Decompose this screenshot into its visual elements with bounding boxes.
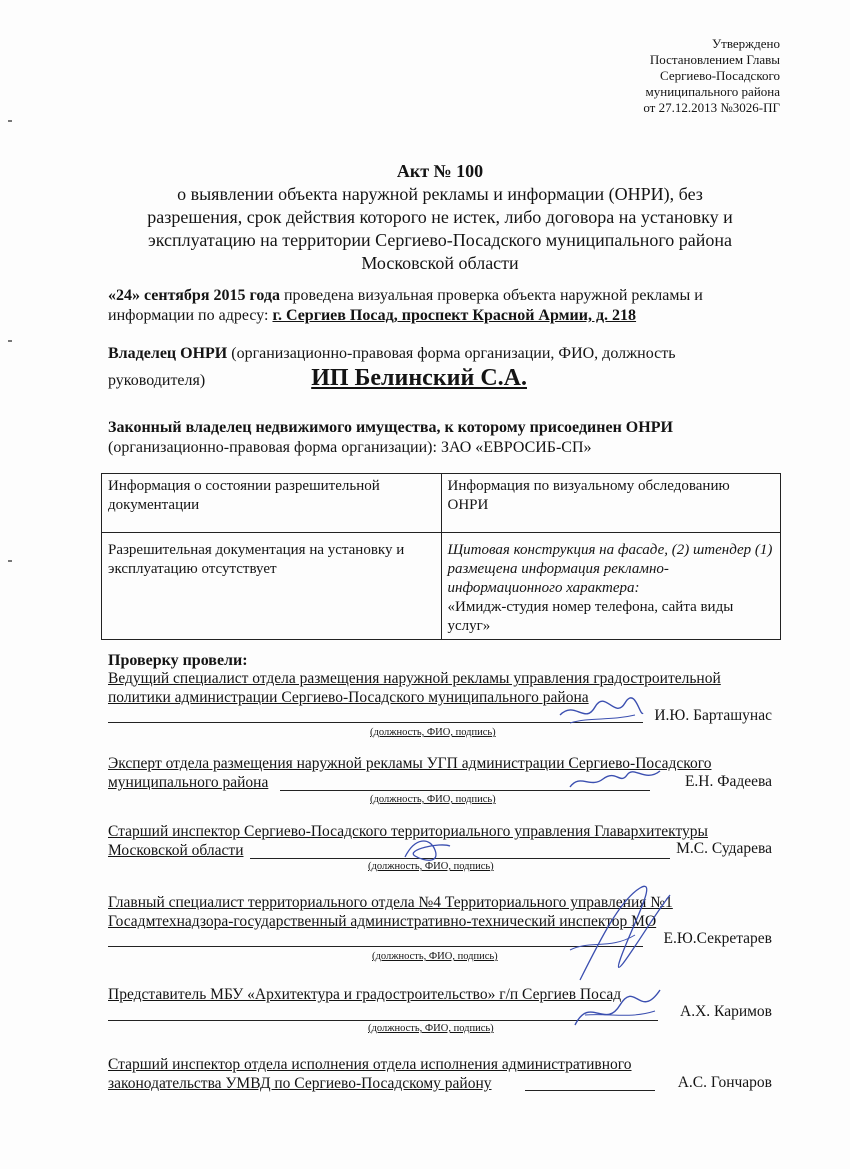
inspection-info-text: «Имидж-студия номер телефона, сайта виды услуг»	[447, 599, 734, 634]
owner-desc: руководителя)	[108, 372, 206, 389]
approval-line: муниципального района	[645, 84, 780, 99]
inspector-title-line: Московской области	[108, 842, 244, 859]
property-owner-paragraph	[108, 418, 788, 458]
signature-scribble	[555, 695, 645, 730]
inspector-title-line: Представитель МБУ «Архитектура и градостроительство» г/п Сергиев Посад	[108, 986, 622, 1003]
inspector-name: И.Ю. Барташунас	[654, 707, 772, 724]
inspector-title-line: Старший инспектор отдела исполнения отдела исполнения административного	[108, 1056, 632, 1073]
inspector-title-line: Эксперт отдела размещения наружной рекламы УГП администрации Сергиево-Посадского	[108, 755, 712, 772]
inspector-name: Е.Н. Фадеева	[684, 773, 772, 790]
approval-stamp-text	[643, 36, 780, 116]
inspector-name: М.С. Сударева	[676, 840, 772, 857]
table-cell-permits: Разрешительная документация на установку и эксплуатацию отсутствует	[102, 533, 442, 640]
inspector-title-line: Главный специалист территориального отдела №4 Территориального управления №1	[108, 894, 673, 911]
property-owner-desc: (организационно-правовая форма организации): ЗАО «ЕВРОСИБ-СП»	[108, 439, 592, 456]
scan-mark	[8, 120, 12, 122]
inspector-title-line: Старший инспектор Сергиево-Посадского территориального управления Главархитектуры	[108, 823, 708, 840]
signature-line	[250, 858, 670, 859]
inspector-title-line: политики администрации Сергиево-Посадского муниципального района	[108, 689, 589, 706]
signature-scribble	[565, 765, 665, 795]
signature-scribble	[395, 832, 455, 866]
owner-label: Владелец ОНРИ	[108, 345, 228, 362]
inspector-title-line: законодательства УМВД по Сергиево-Посадскому району	[108, 1075, 492, 1092]
act-number: Акт № 100	[396, 161, 484, 181]
owner-name: ИП Белинский С.А.	[311, 365, 527, 391]
signature-caption: (должность, ФИО, подпись)	[368, 1023, 494, 1034]
inspection-paragraph	[108, 286, 788, 326]
inspector-title	[108, 893, 788, 931]
table-header-row	[102, 474, 781, 533]
inspection-text: проведена визуальная проверка объекта наружной рекламы и	[279, 287, 703, 304]
signature-caption: (должность, ФИО, подпись)	[372, 951, 498, 962]
inspector-title-line: муниципального района	[108, 774, 269, 791]
owner-paragraph	[108, 344, 788, 391]
inspection-address: г. Сергиев Посад, проспект Красной Армии, д. 218	[272, 307, 637, 324]
inspection-date: «24» сентября 2015 года	[108, 287, 280, 304]
inspector-title-line: Госадмтехнадзора-государственный административно-технический инспектор МО	[108, 913, 657, 930]
signature-caption: (должность, ФИО, подпись)	[370, 794, 496, 805]
title-line: эксплуатацию на территории Сергиево-Посадского муниципального района	[147, 230, 733, 250]
inspector-title	[108, 985, 788, 1004]
inspection-text: информации по адресу:	[108, 307, 273, 324]
approval-line: от 27.12.2013 №3026-ПГ	[643, 100, 780, 115]
title-line: Московской области	[361, 253, 519, 273]
property-owner-label: Законный владелец недвижимого имущества, к которому присоединен ОНРИ	[108, 419, 673, 436]
scan-mark	[8, 560, 12, 562]
owner-desc: (организационно-правовая форма организации, ФИО, должность	[227, 345, 676, 362]
approval-line: Сергиево-Посадского	[660, 68, 780, 83]
table-cell-inspection	[441, 533, 781, 640]
scan-mark	[8, 340, 12, 342]
approval-line: Постановлением Главы	[649, 52, 780, 67]
signature-scribble	[570, 985, 665, 1035]
signature-caption: (должность, ФИО, подпись)	[370, 727, 496, 738]
inspection-description: Щитовая конструкция на фасаде, (2) штендер (1) размещена информация рекламно-информационного характера:	[447, 542, 773, 596]
inspector-name: А.Х. Каримов	[680, 1003, 772, 1020]
signature-line	[525, 1090, 655, 1091]
approval-line: Утверждено	[711, 36, 780, 51]
inspector-title-line: Ведущий специалист отдела размещения наружной рекламы управления градостроительной	[108, 670, 721, 687]
inspector-title	[108, 669, 788, 707]
inspector-name: А.С. Гончаров	[677, 1074, 772, 1091]
inspectors-heading: Проверку провели:	[108, 652, 248, 669]
title-line: о выявлении объекта наружной рекламы и информации (ОНРИ), без	[177, 184, 703, 204]
signature-caption: (должность, ФИО, подпись)	[368, 861, 494, 872]
info-table	[101, 473, 781, 640]
inspector-name: Е.Ю.Секретарев	[663, 930, 772, 947]
table-header-cell: Информация по визуальному обследованию ОНРИ	[441, 474, 781, 533]
table-row	[102, 533, 781, 640]
table-header-cell: Информация о состоянии разрешительной документации	[102, 474, 442, 533]
title-line: разрешения, срок действия которого не истек, либо договора на установку и	[147, 207, 733, 227]
document-title	[100, 160, 780, 275]
signature-scribble	[560, 880, 680, 990]
